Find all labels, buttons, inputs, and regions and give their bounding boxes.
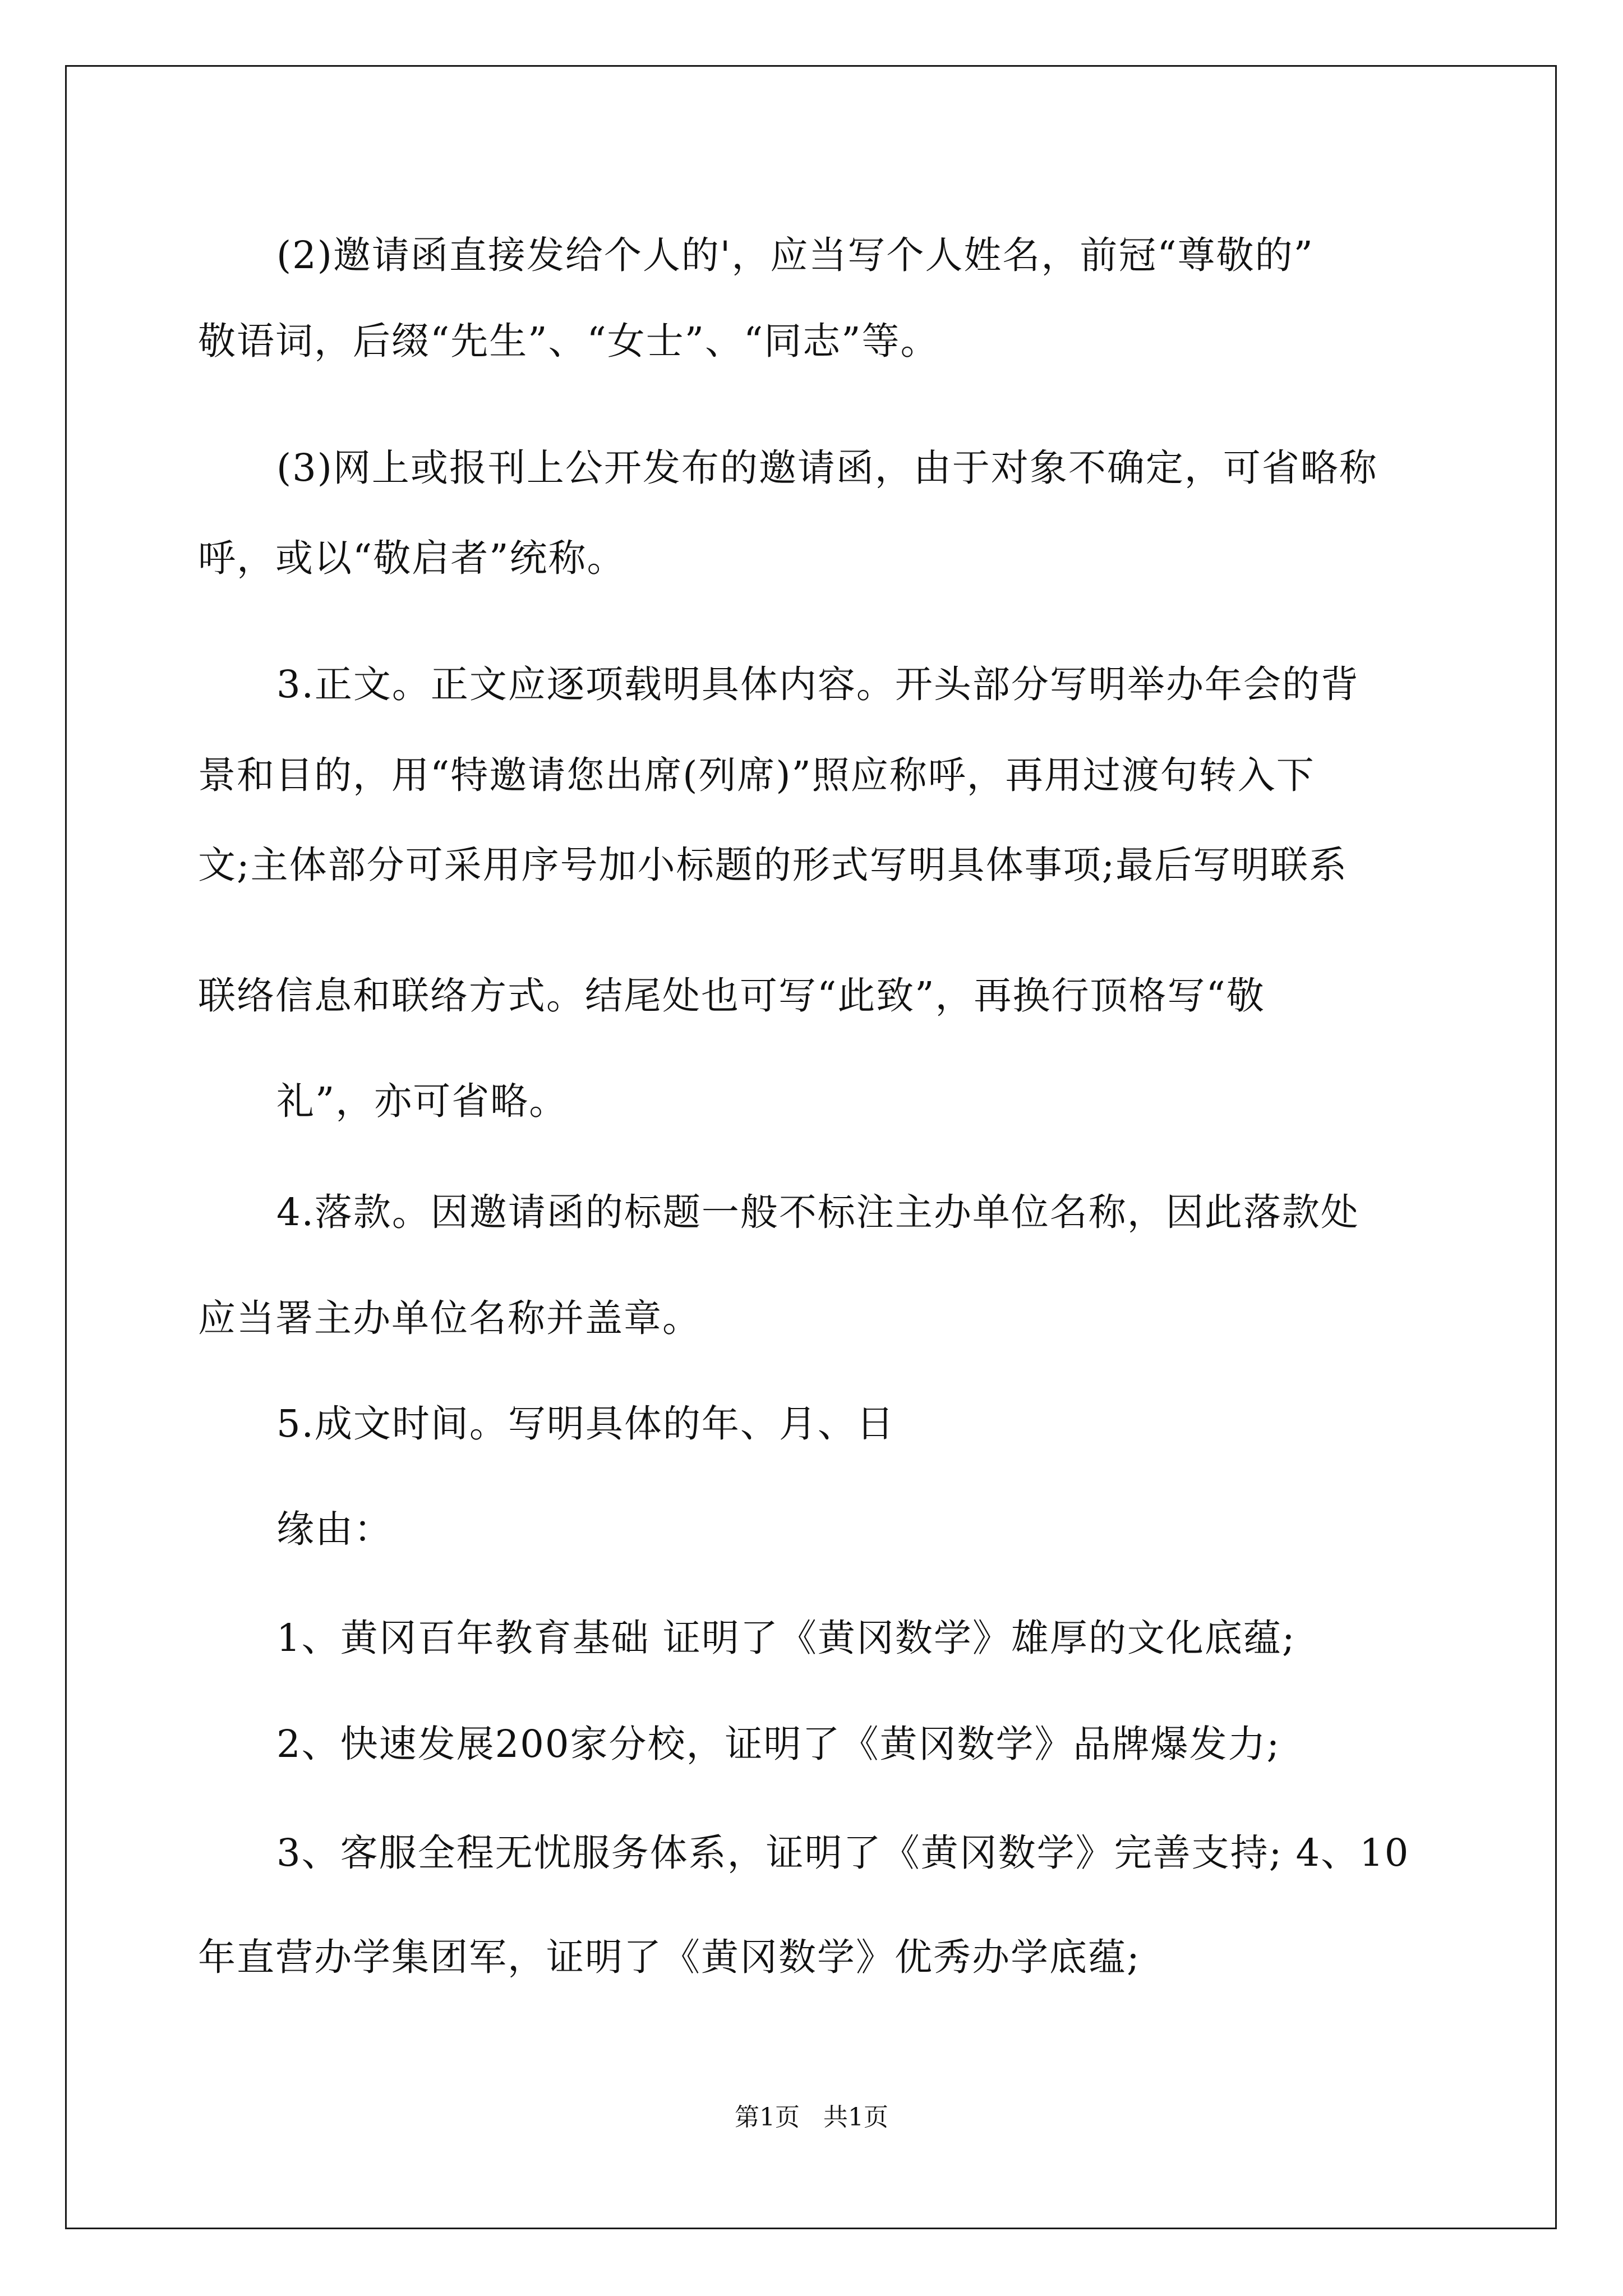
text-line: 5.成文时间。写明具体的年、月、日	[276, 1402, 895, 1446]
text-line: (2)邀请函直接发给个人的'，应当写个人姓名，前冠“尊敬的”	[276, 233, 1314, 277]
text-line: 呼，或以“敬启者”统称。	[198, 536, 626, 580]
text-line: 景和目的，用“特邀请您出席(列席)”照应称呼，再用过渡句转入下	[198, 753, 1315, 797]
text-line: 4.落款。因邀请函的标题一般不标注主办单位名称，因此落款处	[276, 1190, 1359, 1234]
text-line: 年直营办学集团军，证明了《黄冈数学》优秀办学底蕴;	[198, 1935, 1141, 1979]
text-line: 联络信息和联络方式。结尾处也可写“此致”，再换行顶格写“敬	[198, 974, 1265, 1018]
text-line: 缘由：	[276, 1507, 393, 1551]
text-line: 3.正文。正文应逐项载明具体内容。开头部分写明举办年会的背	[276, 662, 1359, 706]
text-line: 2、快速发展200家分校，证明了《黄冈数学》品牌爆发力;	[276, 1722, 1281, 1766]
text-line: 应当署主办单位名称并盖章。	[198, 1296, 701, 1340]
text-line: 3、客服全程无忧服务体系，证明了《黄冈数学》完善支持; 4、10	[276, 1831, 1410, 1875]
text-line: 文;主体部分可采用序号加小标题的形式写明具体事项;最后写明联系	[198, 843, 1348, 887]
text-line: 礼”，亦可省略。	[276, 1079, 568, 1123]
text-line: (3)网上或报刊上公开发布的邀请函，由于对象不确定，可省略称	[276, 446, 1378, 490]
text-line: 1、黄冈百年教育基础 证明了《黄冈数学》雄厚的文化底蕴;	[276, 1616, 1296, 1660]
page-border	[65, 65, 1557, 2229]
page-footer: 第1页 共1页	[735, 2103, 888, 2132]
text-line: 敬语词，后缀“先生”、“女士”、“同志”等。	[198, 319, 939, 363]
